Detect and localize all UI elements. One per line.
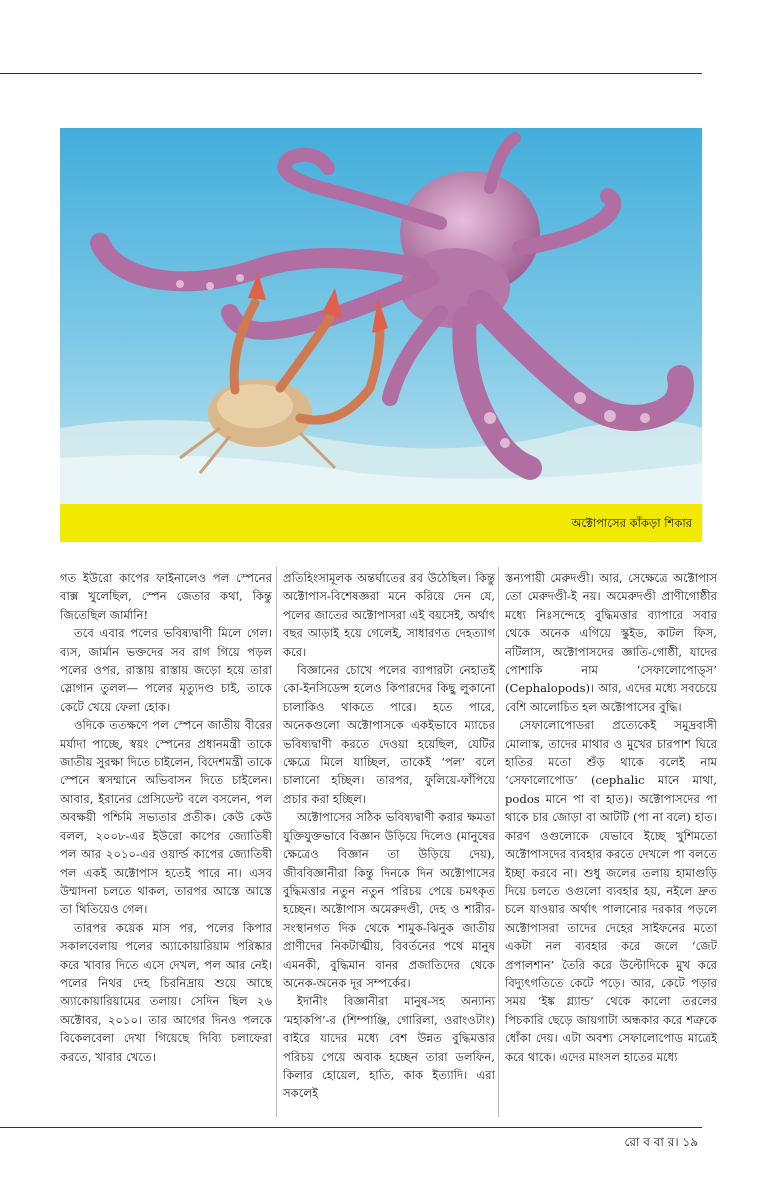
column-divider: [498, 567, 499, 1117]
text-column-1: [60, 569, 272, 1066]
page-footer: রো ব বা র। ১৯: [624, 1135, 698, 1149]
paragraph: সেফালোপোডরা প্রত্যেকেই সমুদ্রবাসী মোলাস্ক, তাদের মাথার ও মুখের চারপাশ ঘিরে হাতির মতো শুঁড় থাকে বলেই নাম ‘সেফালোপোড’ (cephalic মানে মাথা, podos মানে পা বা হাত)। অক্টোপাসদের পা থাকে চার জোড়া বা আটটি (পা না বলে) হাত। কারণ ওগুলোকে যেভাবে ইচ্ছে খুশিমতো অক্টোপাসদের ব্যবহার করতে দেখলে পা বলতে ইচ্ছা করবে না। শুধু জলের তলায় হামাগুড়ি দিয়ে চলতে ওগুলো ব্যবহার হয়, নইলে দ্রুত চলে যাওয়ার অর্থাৎ পালানোর দরকার পড়লে অক্টোপাসরা তাদের দেহের সাইফনের মতো একটা নল ব্যবহার করে জলে ‘জেট প্রপালশান’ তৈরি করে উল্টোদিকে মুখ করে বিদ্যুৎগতিতে কেটে পড়ে। আর, কেটে পড়ার সময় ‘ইঙ্ক গ্ল্যান্ড’ থেকে কালো তরলের পিচকারি ছেড়ে জায়গাটা অন্ধকার করে শত্রুকে ধোঁকা দেয়। এটা অবশ্য সেফালোপোড মাত্রেই করে থাকে। এদের মাংসল হাতের মধ্যে: [505, 718, 717, 1064]
paragraph: তবে এবার পলের ভবিষ্যদ্বাণী মিলে গেল। ব্যস, জার্মান ভক্তদের সব রাগ গিয়ে পড়ল পলের ওপর, রাস্তায় রাস্তায় জড়ো হয়ে তারা স্লোগান তুলল— পলের মৃত্যুদণ্ড চাই, তাকে কেটে খেয়ে ফেলা হোক।: [60, 626, 272, 714]
paragraph: ওদিকে ততক্ষণে পল স্পেনে জাতীয় বীরের মর্যাদা পাচ্ছে, স্বয়ং স্পেনের প্রধানমন্ত্রী তাকে জাতীয় সুরক্ষা দিতে চাইলেন, বিদেশমন্ত্রী তাকে স্পেনে স্বসম্মানে অভিবাসন দিতে চাইলেন। আবার, ইরানের প্রেসিডেন্ট বলে বসলেন, পল অবক্ষয়ী পশ্চিমি সভ্যতার প্রতীক। কেউ কেউ বলল, ২০০৮-এর ইউরো কাপের জ্যোতিষী পল আর ২০১০-এর ওয়ার্ল্ড কাপের জ্যোতিষী পল একই অক্টোপাস হতেই পারে না। এসব উম্মাদনা চলতে থাকল, তারপর আস্তে আস্তে তা থিতিয়েও গেল।: [60, 718, 272, 917]
text-column-3: [505, 569, 717, 1066]
caption-band: [60, 504, 702, 542]
paragraph: অক্টোপাসের সঠিক ভবিষ্যদ্বাণী করার ক্ষমতা যুক্তিযুক্তভাবে বিজ্ঞান উড়িয়ে দিলেও (মানুষের ক্ষেত্রেও বিজ্ঞান তা উড়িয়ে দেয়), জীববিজ্ঞানীরা কিন্তু দিনকে দিন অক্টোপাসের বুদ্ধিমত্তার নতুন নতুন পরিচয় পেয়ে চমৎকৃত হচ্ছেন। অক্টোপাস অমেরুদণ্ডী, দেহ ও শারীর-সংস্থানগত দিক থেকে শামুক-ঝিনুক জাতীয় প্রাণীদের নিকটাত্মীয়, বিবর্তনের পথে মানুষ এমনকী, বুদ্ধিমান বানর প্রজাতিদের থেকে অনেক-অনেক দূর সম্পর্কের।: [283, 810, 495, 990]
octopus-crab-photo: [60, 128, 702, 504]
paragraph: প্রতিহিংসামূলক অন্তর্ঘাতের রব উঠেছিল। কিন্তু অক্টোপাস-বিশেষজ্ঞরা মনে করিয়ে দেন যে, পলের জাতের অক্টোপাসরা এই বয়সেই, অর্থাৎ বছর আড়াই হয়ে গেলেই, সাধারণত দেহত্যাগ করে।: [283, 571, 495, 659]
paragraph: গত ইউরো কাপের ফাইনালেও পল স্পেনের বাক্স খুলেছিল, স্পেন জেতার কথা, কিন্তু জিতেছিল জার্মানি!: [60, 571, 272, 622]
text-column-2: [283, 569, 495, 1103]
column-divider: [276, 567, 277, 1117]
paragraph: স্তন্যপায়ী মেরুদণ্ডী। আর, সেক্ষেত্রে অক্টোপাস তো মেরুদণ্ডী-ই নয়। অমেরুদণ্ডী প্রাণীগোষ্ঠীর মধ্যে নিঃসন্দেহে বুদ্ধিমত্তার ব্যাপারে সবার থেকে অনেক এগিয়ে স্কুইড, কাটল ফিস, নটিলাস, অক্টোপাসদের জ্ঞাতি-গোষ্ঠী, যাদের পোশাকি নাম ‘সেফালোপোড্‌স’ (Cephalopods)। আর, এদের মধ্যে সবচেয়ে বেশি আলোচিত হল অক্টোপাসের বুদ্ধি।: [505, 571, 717, 714]
top-rule: [0, 73, 702, 74]
paragraph: বিজ্ঞানের চোখে পলের ব্যাপারটা নেহাতই কো-ইনসিডেন্স হলেও কিপারদের কিছু লুকানো চালাকিও থাকতে পারে। হতে পারে, অনেকগুলো অক্টোপাসকে একইভাবে ম্যাচের ভবিষ্যদ্বাণী করতে দেওয়া হয়েছিল, যেটির ক্ষেত্রে মিলে যাচ্ছিল, তাকেই ‘পল’ বলে চালানো হচ্ছিল। তারপর, ফুলিয়ে-ফাঁপিয়ে প্রচার করা হচ্ছিল।: [283, 663, 495, 806]
paragraph: তারপর কয়েক মাস পর, পলের কিপার সকালবেলায় পলের অ্যাকোয়ারিয়াম পরিষ্কার করে খাবার দিতে এসে দেখল, পল আর নেই। পলের নিথর দেহ চিরনিদ্রায় শুয়ে আছে অ্যাকোয়ারিয়ামের তলায়। সেদিন ছিল ২৬ অক্টোবর, ২০১০। তার আগের দিনও পলকে বিকেলবেলা দেখা গিয়েছে দিব্যি চলাফেরা করতে, খাবার খেতে।: [60, 920, 272, 1064]
octopus-crab-illustration: [60, 128, 702, 504]
image-caption: অক্টোপাসের কাঁকড়া শিকার: [571, 516, 692, 530]
bottom-rule: [0, 1127, 702, 1128]
paragraph: ইদানীং বিজ্ঞানীরা মানুষ-সহ অন্যান্য ‘মহাকপি’-র (শিম্পাঞ্জি, গোরিলা, ওরাংওটাং) বাইরে যাদের মধ্যে বেশ উন্নত বুদ্ধিমত্তার পরিচয় পেয়ে অবাক হচ্ছেন তারা ডলফিন, কিলার হোয়েল, হাতি, কাক ইত্যাদি। এরা সকলেই: [283, 994, 495, 1101]
